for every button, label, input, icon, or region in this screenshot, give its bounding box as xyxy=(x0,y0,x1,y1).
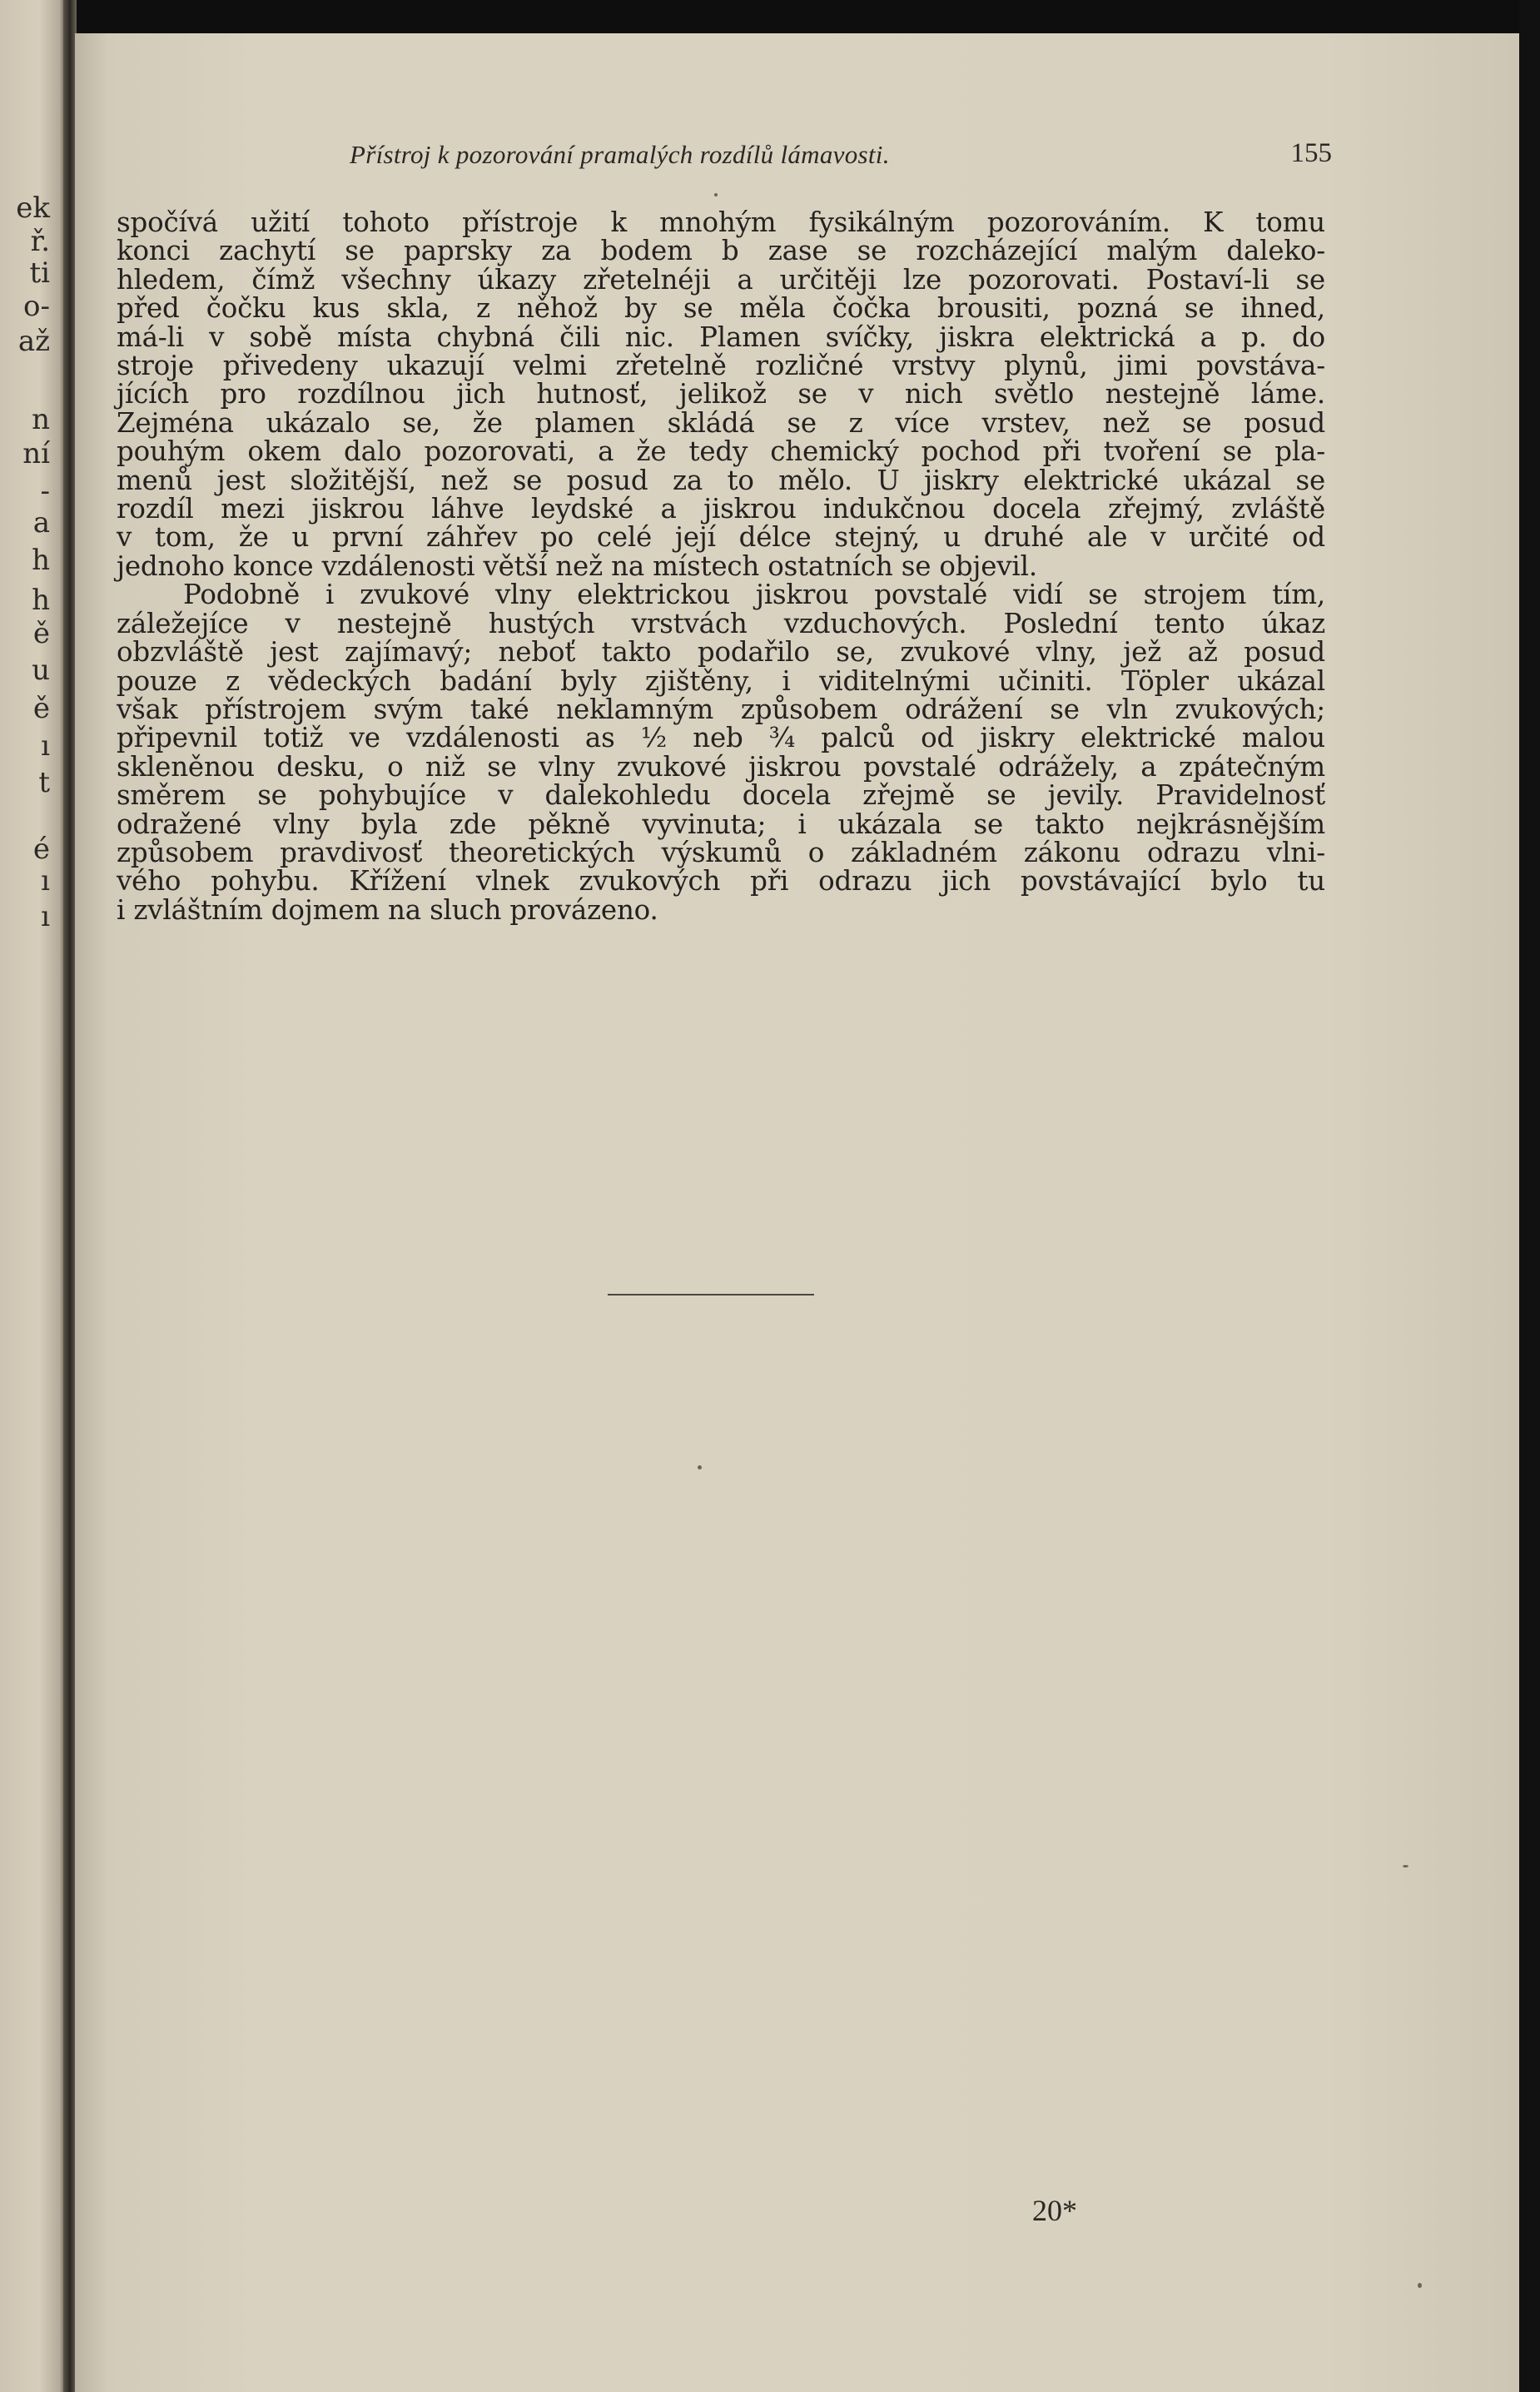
text-line: jících pro rozdílnou jich hutnosť, jelikož se v nich světlo nestejně láme. xyxy=(117,378,1325,410)
text-line: i zvláštním dojmem na sluch provázeno. xyxy=(117,893,658,926)
text-line: způsobem pravdivosť theoretických výskumů o základném zákonu odrazu vlni- xyxy=(117,836,1325,868)
text-line: pouhým okem dalo pozorovati, a že tedy chemický pochod při tvoření se pla- xyxy=(117,435,1325,468)
text-line: však přístrojem svým také neklamným způsobem odrážení se vln zvukových; xyxy=(117,693,1325,725)
paper-speck xyxy=(1418,2283,1422,2288)
text-line: připevnil totiž ve vzdálenosti as ½ neb ¾ palců od jiskry elektrické malou xyxy=(117,722,1325,754)
facing-page-text-fragment: n xyxy=(32,403,50,436)
running-head: Přístroj k pozorování pramalých rozdílů lámavosti. xyxy=(350,140,890,169)
paper-speck xyxy=(714,193,718,196)
paper-speck xyxy=(698,1465,702,1470)
scan-top-edge xyxy=(75,0,1540,33)
facing-page-text-fragment: až xyxy=(17,325,50,358)
text-line: v tom, že u první záhřev po celé její délce stejný, u druhé ale v určité od xyxy=(117,521,1325,554)
text-line: má-li v sobě místa chybná čili nic. Plamen svíčky, jiskra elektrická a p. do xyxy=(117,321,1325,353)
section-separator-rule xyxy=(608,1294,814,1295)
text-line: skleněnou desku, o niž se vlny zvukové jiskrou povstalé odrážely, a zpátečným xyxy=(117,750,1325,783)
printer-signature-mark: 20* xyxy=(1032,2194,1077,2227)
text-line: Zejména ukázalo se, že plamen skládá se z více vrstev, než se posud xyxy=(117,406,1325,439)
text-line: směrem se pohybujíce v dalekohledu docela zřejmě se jevily. Pravidelnosť xyxy=(117,779,1325,812)
page-number: 155 xyxy=(1290,138,1332,168)
facing-page-text-fragment: o- xyxy=(23,290,50,323)
facing-page-text-fragment: - xyxy=(40,475,50,508)
facing-page-sliver xyxy=(0,0,65,2392)
facing-page-text-fragment: ti xyxy=(29,256,50,290)
text-line: obzvláště jest zajímavý; neboť takto podařilo se, zvukové vlny, jež až posud xyxy=(117,636,1325,669)
text-line: konci zachytí se paprsky za bodem b zase se rozcházející malým daleko- xyxy=(117,235,1325,267)
text-line: odražené vlny byla zde pěkně vyvinuta; i ukázala se takto nejkrásnějším xyxy=(117,808,1325,840)
text-line: před čočku kus skla, z něhož by se měla čočka brousiti, pozná se ihned, xyxy=(117,292,1325,325)
facing-page-text-fragment: h xyxy=(32,584,50,617)
body-text xyxy=(117,208,1325,924)
facing-page-text-fragment: a xyxy=(32,506,50,540)
facing-page-text-fragment: t xyxy=(38,766,50,799)
text-line: stroje přivedeny ukazují velmi zřetelně rozličné vrstvy plynů, jimi povstáva- xyxy=(117,350,1325,382)
facing-page-text-fragment: ní xyxy=(22,437,50,470)
facing-page-text-fragment: u xyxy=(32,654,50,687)
text-line: menů jest složitější, než se posud za to mělo. U jiskry elektrické ukázal se xyxy=(117,464,1325,496)
text-line: vého pohybu. Křížení vlnek zvukových při odrazu jich povstávající bylo tu xyxy=(117,865,1325,898)
facing-page-text-fragment: ı xyxy=(41,864,50,898)
scan-right-edge xyxy=(1519,0,1540,2392)
facing-page-text-fragment: ek xyxy=(16,191,50,225)
text-line: spočívá užití tohoto přístroje k mnohým fysikálným pozorováním. K tomu xyxy=(117,206,1325,238)
facing-page-text-fragment: ı xyxy=(41,729,50,763)
facing-page-text-fragment: ı xyxy=(41,900,50,933)
text-line: jednoho konce vzdálenosti větší než na místech ostatních se objevil. xyxy=(117,550,1037,582)
facing-page-text-fragment: ě xyxy=(32,692,50,725)
text-line: záležejíce v nestejně hustých vrstvách vzduchových. Poslední tento úkaz xyxy=(117,607,1325,639)
facing-page-text-fragment: ě xyxy=(32,617,50,650)
facing-page-text-fragment: é xyxy=(32,833,50,866)
text-line: pouze z vědeckých badání byly zjištěny, i viditelnými učiniti. Töpler ukázal xyxy=(117,664,1325,697)
text-line: rozdíl mezi jiskrou láhve leydské a jiskrou indukčnou docela zřejmý, zvláště xyxy=(117,493,1325,525)
text-line: hledem, čímž všechny úkazy zřetelnéji a určitěji lze pozorovati. Postaví-li se xyxy=(117,263,1325,296)
text-line: Podobně i zvukové vlny elektrickou jiskrou povstalé vidí se strojem tím, xyxy=(183,579,1325,611)
paper-speck xyxy=(1403,1865,1408,1867)
facing-page-text-fragment: h xyxy=(32,544,50,577)
facing-page-text-fragment: ř. xyxy=(30,225,50,258)
